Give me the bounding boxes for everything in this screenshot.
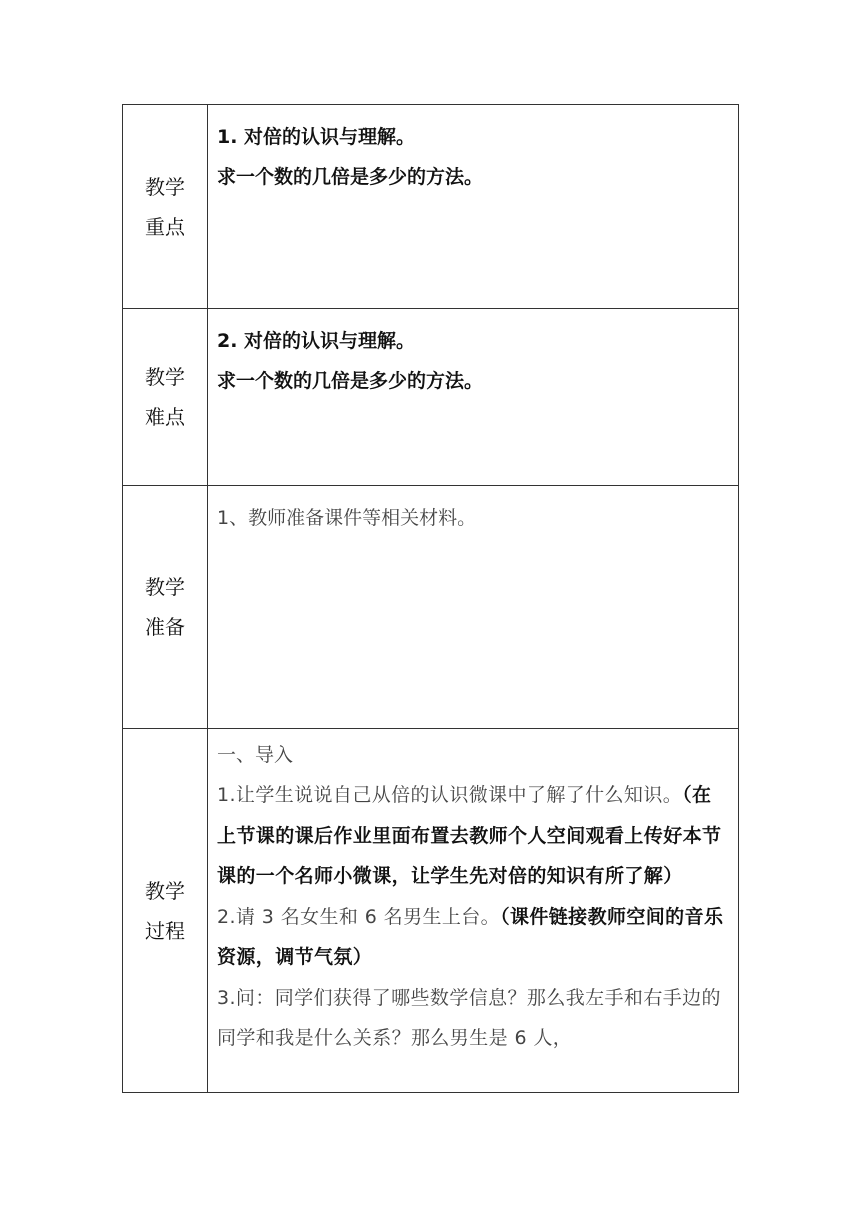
- content-line: 1、教师准备课件等相关材料。: [217, 507, 477, 529]
- process-item-2: [217, 897, 730, 978]
- row-label: [123, 729, 208, 1093]
- process-item-3: [217, 978, 730, 1059]
- row-content: [208, 729, 739, 1093]
- row-label: [123, 309, 208, 486]
- row-content: [208, 486, 739, 729]
- row-content: [208, 105, 739, 309]
- section-heading: 一、导入: [217, 744, 294, 766]
- row-difficulties: [123, 309, 739, 486]
- label-line: 教学: [145, 575, 185, 599]
- content-line: 2. 对倍的认识与理解。: [217, 330, 416, 352]
- label-line: 准备: [145, 615, 185, 639]
- item-text: 1.让学生说说自己从倍的认识微课中了解了什么知识。: [217, 784, 683, 806]
- content-line: 1. 对倍的认识与理解。: [217, 126, 416, 148]
- row-key-points: [123, 105, 739, 309]
- label-line: 教学: [145, 365, 185, 389]
- row-label: [123, 486, 208, 729]
- item-note: （在上节课的课后作业里面布置去教师个人空间观看上传好本节课的一个名师小微课，让学生先对倍的知识有所了解）: [217, 784, 722, 887]
- label-line: 教学: [145, 174, 185, 199]
- item-note: （课件链接教师空间的音乐资源，调节气氛）: [217, 905, 724, 968]
- row-preparation: [123, 486, 739, 729]
- label-line: 难点: [145, 405, 185, 429]
- row-content: [208, 309, 739, 486]
- item-text: 2.请 3 名女生和 6 名男生上台。: [217, 905, 501, 928]
- row-process: [123, 729, 739, 1093]
- process-item-1: [217, 775, 730, 897]
- label-line: 重点: [145, 214, 185, 239]
- content-line: 求一个数的几倍是多少的方法。: [217, 370, 484, 392]
- lesson-plan-table: [122, 104, 739, 1093]
- item-text: 3.问：同学们获得了哪些数学信息？那么我左手和右手边的同学和我是什么关系？那么男生是 6 人，: [217, 986, 721, 1049]
- label-line: 过程: [145, 918, 185, 943]
- row-label: [123, 105, 208, 309]
- label-line: 教学: [145, 878, 185, 903]
- content-line: 求一个数的几倍是多少的方法。: [217, 166, 484, 188]
